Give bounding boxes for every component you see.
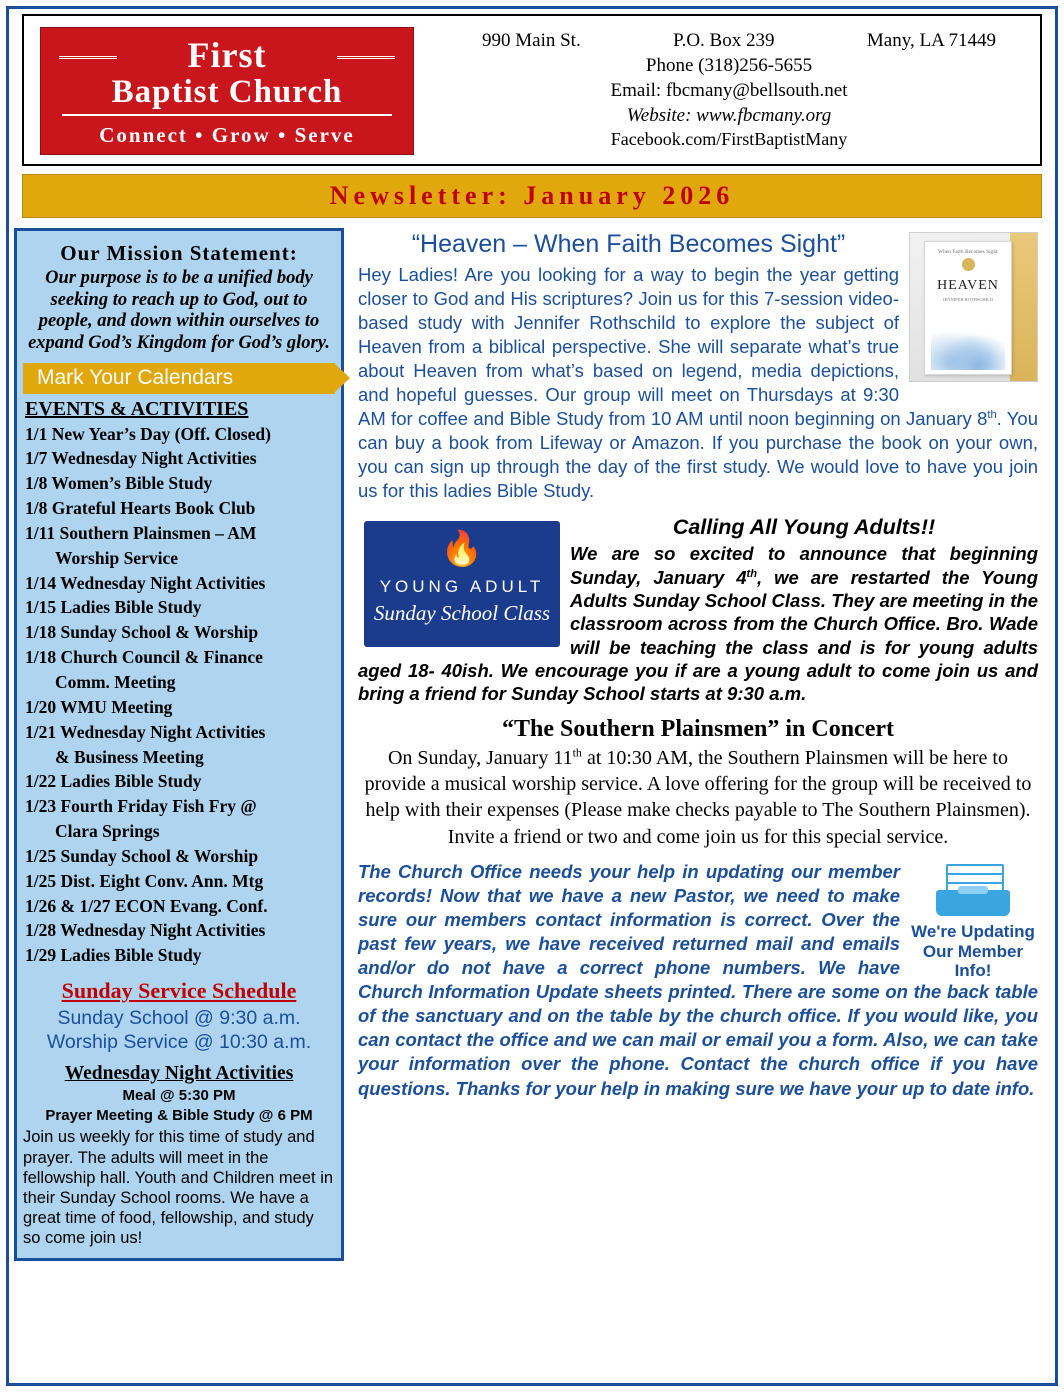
email-line: Email: fbcmany@bellsouth.net — [610, 80, 848, 102]
file-tray-icon — [936, 890, 1010, 916]
newsletter-page — [14, 14, 1050, 1378]
book-floral-art — [931, 326, 1005, 370]
heaven-book-image — [909, 232, 1038, 382]
book-tagline: When Faith Becomes Sight — [938, 250, 998, 255]
member-records-body: The Church Office needs your help in updating our member records! Now that we have a new Pastor, we need to make sure our members contact information is correct. Over the past few years, we have received returned mail and emails and/or do not have a correct phone numbers. We have Church Information Update sheets printed. There are some on the back table of the sanctuary and on the table by the church office. If you would like, you can contact the office and we can mail or email you a form. Also, we can take your information over the phone. Contact the church office if you have questions. Thanks for your help in making sure we have your up to date info. — [358, 861, 1038, 1099]
wednesday-meal-time: Meal @ 5:30 PM — [122, 1087, 236, 1105]
list-item: 1/21 Wednesday Night Activities — [25, 721, 266, 742]
newsletter-title: Newsletter: January 2026 — [329, 181, 735, 210]
events-heading: EVENTS & ACTIVITIES — [25, 397, 249, 420]
concert-body-part2: at 10:30 AM, the Southern Plainsmen will be here to provide a musical worship service. A love offering for the group will be received to help with their expenses (Please make checks payable to The Southern Plainsmen). Invite a friend or two and come join us for this special service. — [364, 746, 1032, 848]
church-logo — [40, 27, 414, 155]
content-columns — [14, 228, 1050, 1261]
list-item: 1/29 Ladies Bible Study — [25, 945, 202, 966]
logo-rule-right — [337, 56, 395, 59]
phone-line: Phone (318)256-5655 — [645, 55, 813, 77]
facebook-line[interactable]: Facebook.com/FirstBaptistMany — [610, 129, 848, 150]
member-info-caption-line1: We're Updating — [911, 922, 1035, 942]
sunday-school-time: Sunday School @ 9:30 a.m. — [57, 1007, 301, 1030]
list-item: 1/23 Fourth Friday Fish Fry @ — [25, 796, 257, 817]
heaven-ordinal: th — [987, 409, 997, 422]
list-item: 1/25 Dist. Eight Conv. Ann. Mtg — [25, 870, 264, 891]
list-item: Comm. Meeting — [55, 672, 176, 692]
heaven-body-part1: Hey Ladies! Are you looking for a way to begin the year getting closer to God and His scriptures? Join us for this 7-session video-based study with Jennifer Rothschild to explore the subject of Heaven from a biblical perspective. She will separate what’s true about — [358, 264, 899, 382]
book-cover — [924, 241, 1012, 375]
member-info-caption — [908, 922, 1038, 981]
article-concert — [358, 716, 1038, 851]
wednesday-heading: Wednesday Night Activities — [64, 1063, 294, 1085]
flame-icon: 🔥 — [440, 531, 484, 569]
logo-underline — [62, 114, 392, 116]
sidebar — [14, 228, 344, 1261]
address-street: 990 Main St. — [482, 30, 581, 51]
list-item: 1/20 WMU Meeting — [25, 696, 173, 717]
article-heaven — [358, 230, 1038, 503]
young-adult-image-line1: YOUNG ADULT — [379, 577, 545, 597]
heaven-title: “Heaven – When Faith Becomes Sight” — [411, 230, 846, 258]
calendar-banner — [23, 363, 335, 394]
book-author: JENNIFER ROTHSCHILD — [942, 297, 994, 302]
list-item: 1/25 Sunday School & Worship — [25, 845, 259, 866]
book-title: HEAVEN — [937, 278, 999, 293]
heaven-body-part3: . You can buy a book from Lifeway or Amazon. If you purchase the book on your own, you can sign up through the day of the first study. We would love to have you join us for this ladies Bible Study. — [358, 408, 1038, 502]
list-item: 1/11 Southern Plainsmen – AM — [25, 522, 257, 543]
member-info-caption-line2: Our Member Info! — [922, 941, 1024, 981]
list-item: 1/18 Church Council & Finance — [25, 647, 263, 668]
concert-body — [358, 745, 1038, 851]
list-item: 1/26 & 1/27 ECON Evang. Conf. — [25, 895, 268, 916]
calendar-banner-label: Mark Your Calendars — [37, 366, 234, 390]
list-item: 1/14 Wednesday Night Activities — [25, 572, 266, 593]
list-item: 1/1 New Year’s Day (Off. Closed) — [25, 423, 271, 444]
list-item: 1/18 Sunday School & Worship — [25, 622, 259, 643]
list-item: Worship Service — [55, 547, 178, 568]
member-info-graphic — [908, 864, 1038, 981]
logo-line-baptist-church: Baptist Church — [111, 74, 343, 110]
article-member-records — [358, 860, 1038, 1100]
mission-text: Our purpose is to be a unified body seeking to reach up to God, out to people, and down within ourselves to expand God’s Kingdom for God’s glory. — [28, 268, 330, 353]
concert-heading: “The Southern Plainsmen” in Concert — [501, 715, 894, 742]
young-adult-class-image — [364, 521, 560, 647]
young-adult-body-part2: , we are restarted the Young Adults Sunday School Class. They are meeting in the classroom across from the Church Office. Bro. Wade will be teaching the class and is for young adults aged 18- 40ish. We encourage you if are a young adult to come join us and bring a friend for Sunday School starts at 9:30 a.m. — [358, 566, 1039, 705]
main-content — [358, 228, 1038, 1261]
logo-line-first: First — [187, 35, 267, 75]
wednesday-prayer-time: Prayer Meeting & Bible Study @ 6 PM — [45, 1106, 313, 1124]
young-adult-heading: Calling All Young Adults!! — [672, 515, 936, 540]
newsletter-title-bar — [22, 174, 1042, 218]
heaven-body-part2: Heaven from what’s based on legend, media depictions, and hopeful guesses. Our group will meet on Thursdays at 9:30 AM for coffee and Bible Study from 10 AM until noon beginning on January 8 — [358, 360, 988, 430]
logo-tagline: Connect • Grow • Serve — [99, 123, 355, 147]
list-item: 1/7 Wednesday Night Activities — [25, 448, 257, 469]
website-line[interactable]: Website: www.fbcmany.org — [626, 105, 832, 127]
logo-rule-left — [59, 56, 117, 59]
wednesday-description: Join us weekly for this time of study and prayer. The adults will meet in the fellowship hall. Youth and Children meet in their Sunday School rooms. We have a great time of food, fellowship, and study so come join us! — [23, 1128, 334, 1248]
concert-body-part1: On Sunday, January 11 — [387, 746, 573, 769]
sunday-schedule-heading: Sunday Service Schedule — [61, 978, 297, 1004]
address-pobox: P.O. Box 239 — [673, 30, 775, 51]
young-adult-image-line2: Sunday School Class — [373, 601, 551, 626]
article-young-adults — [358, 515, 1038, 705]
list-item: 1/28 Wednesday Night Activities — [25, 920, 266, 941]
worship-service-time: Worship Service @ 10:30 a.m. — [46, 1031, 312, 1054]
list-item: 1/15 Ladies Bible Study — [25, 597, 202, 618]
concert-ordinal: th — [572, 744, 582, 759]
list-item: 1/8 Women’s Bible Study — [25, 473, 213, 494]
young-adult-body-part1: We are so excited to announce that beginning Sunday, January 4 — [570, 543, 1038, 588]
book-seal-icon — [962, 258, 975, 271]
young-adult-ordinal: th — [746, 567, 757, 580]
address-line — [428, 28, 1030, 53]
list-item: & Business Meeting — [55, 746, 204, 767]
book-spine — [1010, 233, 1037, 381]
contact-block — [428, 28, 1030, 152]
list-item: 1/8 Grateful Hearts Book Club — [25, 498, 256, 519]
list-item: 1/22 Ladies Bible Study — [25, 771, 202, 792]
masthead — [22, 14, 1042, 166]
list-item: Clara Springs — [55, 821, 160, 842]
file-box-icon — [936, 864, 1010, 916]
mission-title: Our Mission Statement: — [60, 241, 298, 265]
address-city-state-zip: Many, LA 71449 — [866, 30, 996, 51]
